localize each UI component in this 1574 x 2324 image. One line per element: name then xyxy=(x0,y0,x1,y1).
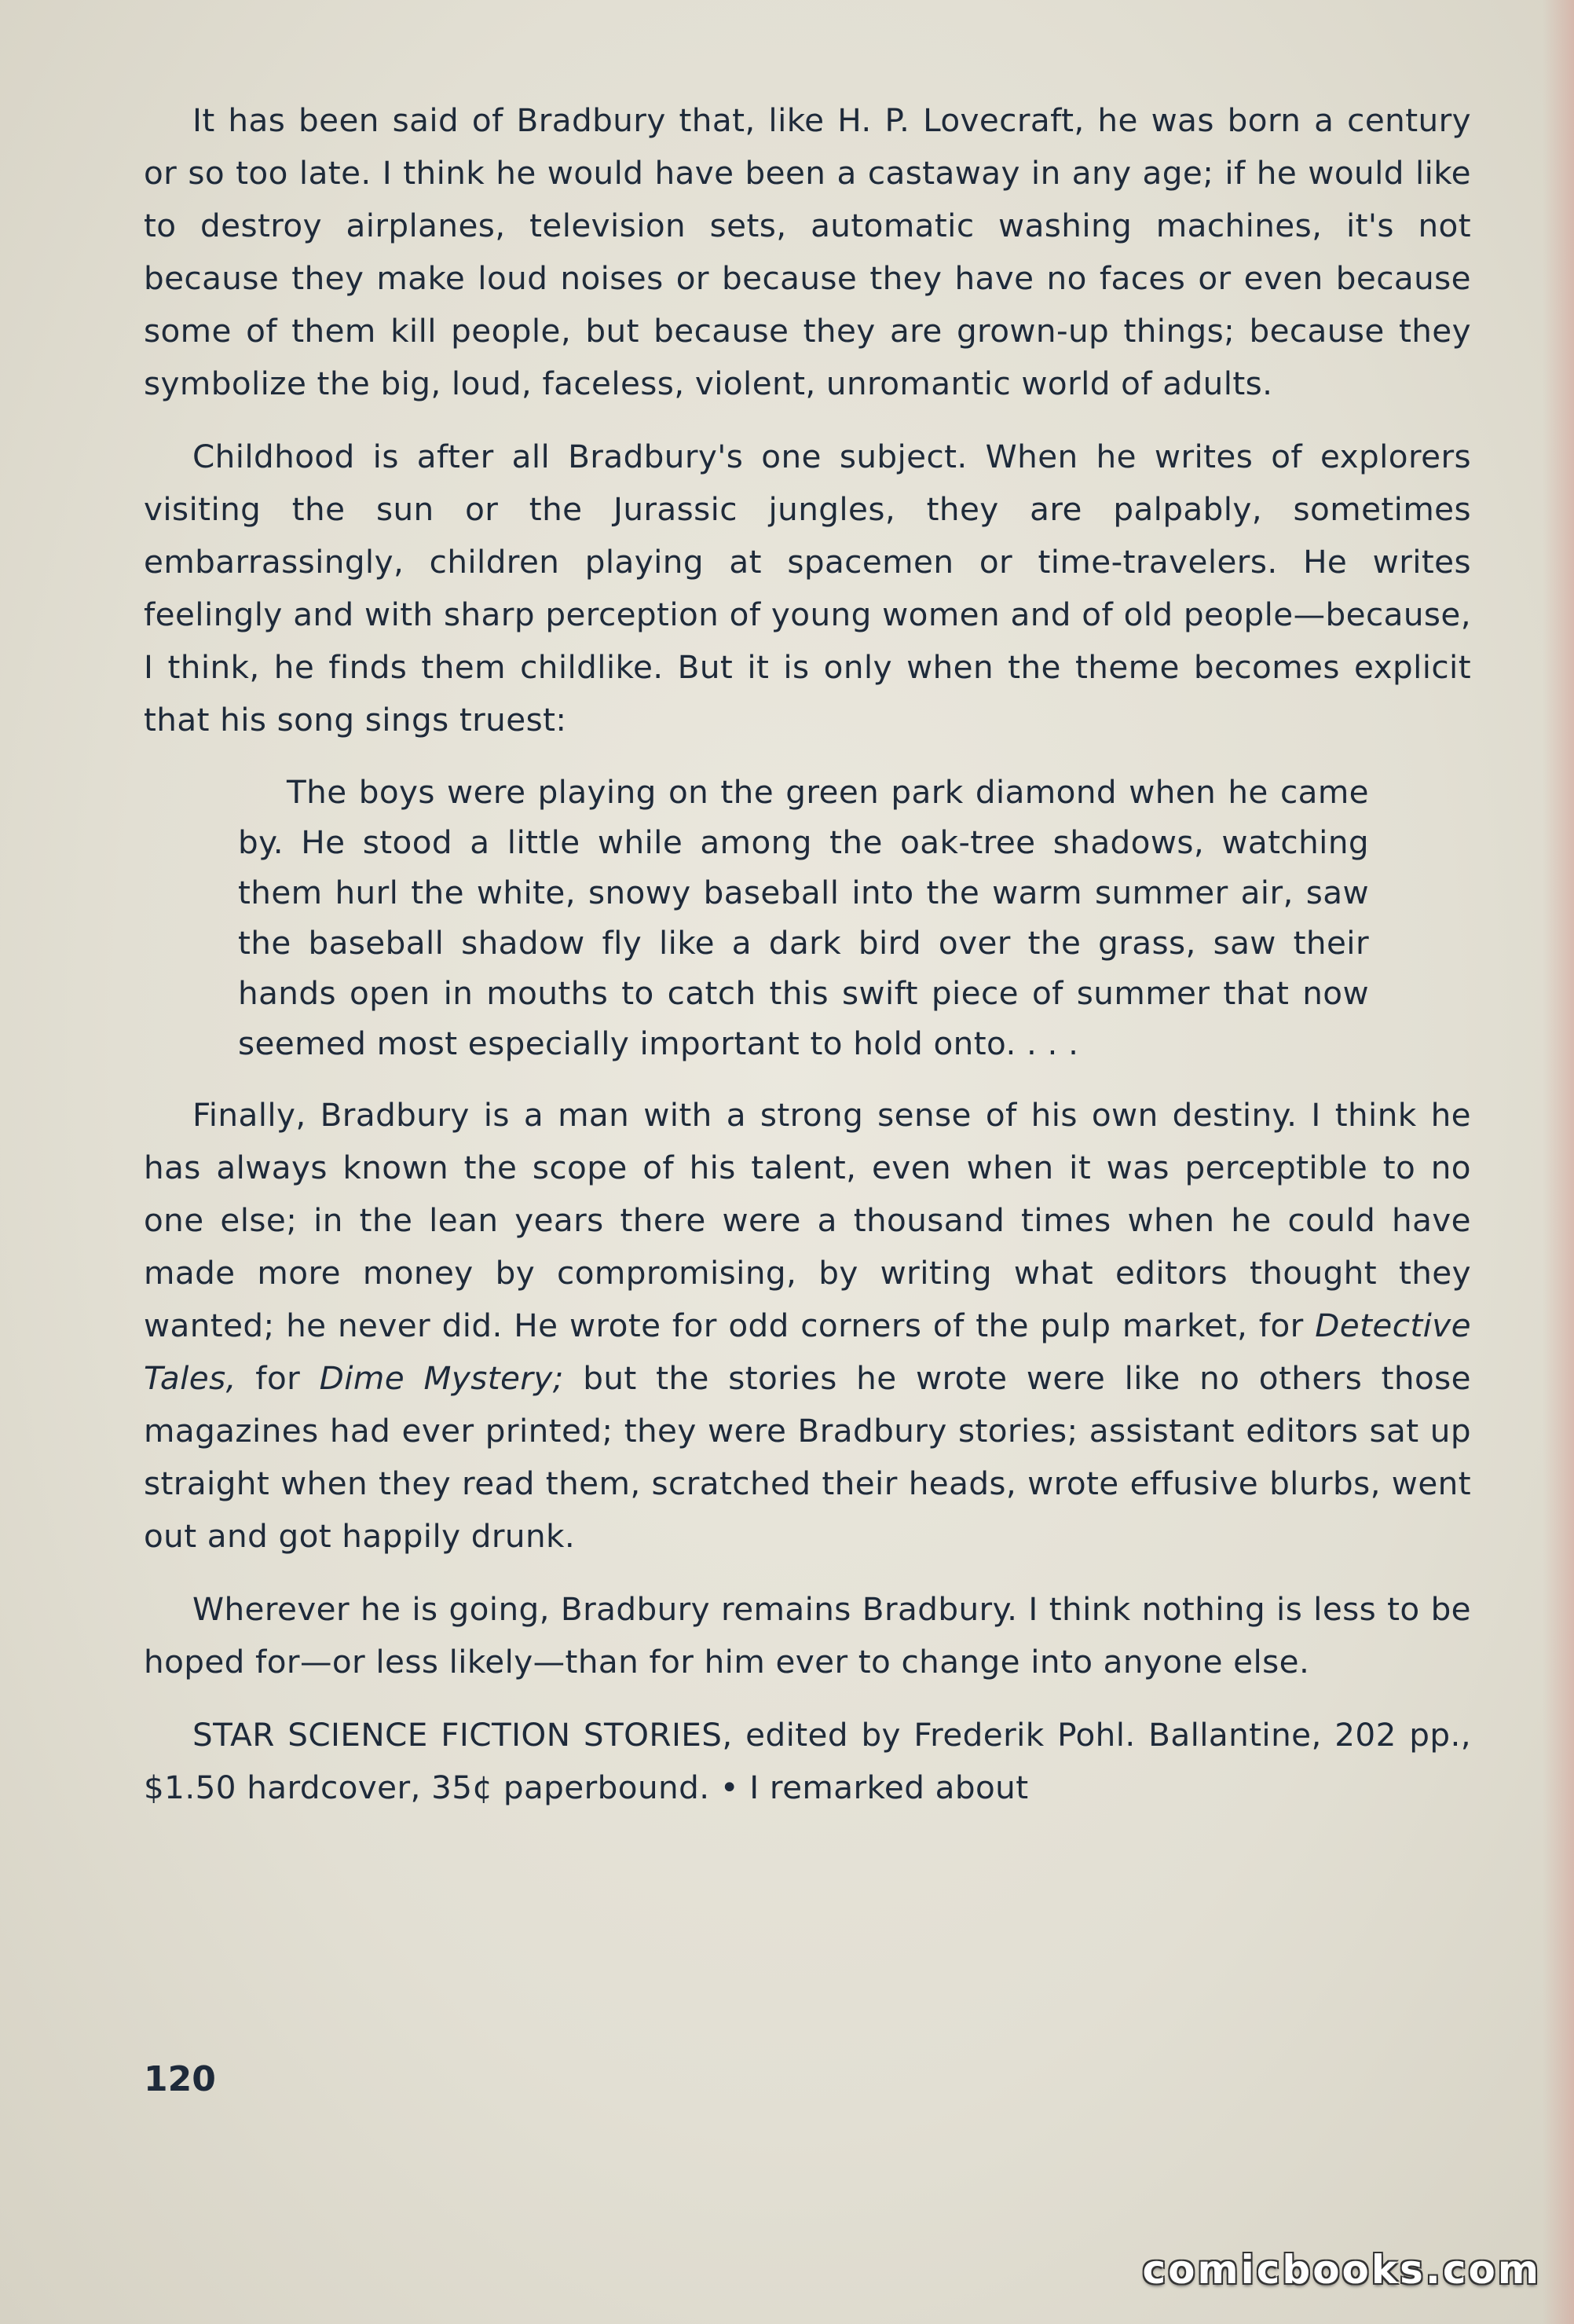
paragraph-sense-of-destiny xyxy=(144,1089,1471,1563)
page-number: 120 xyxy=(144,2059,216,2099)
text-run: but the stories he wrote were like no others those magazines had ever printed; they were Bradbury stories; assistant editors sat up straight when they read them, scratched their heads, wrote effusive blurbs, went out and got happily drunk. xyxy=(144,1359,1471,1555)
text-run: Finally, Bradbury is a man with a strong sense of his own destiny. I think he has always known the scope of his talent, even when it was perceptible to no one else; in the lean years there were a thousand times when he could have made more money by compromising, by writing what editors thought they wanted; he never did. He wrote for odd corners of the pulp market, for xyxy=(144,1096,1471,1344)
magazine-title-detective-tales: Detective Tales, xyxy=(144,1307,1471,1397)
paragraph-star-science-fiction: STAR SCIENCE FICTION STORIES, edited by Frederik Pohl. Ballantine, 202 pp., $1.50 hardcover, 35¢ paperbound. • I remarked about xyxy=(144,1716,1471,1806)
paragraph-childhood-subject: Childhood is after all Bradbury's one subject. When he writes of explorers visiting the sun or the Jurassic jungles, they are palpably, sometimes embarrassingly, children playing at spacemen or time-travelers. He writes feelingly and with sharp perception of young women and of old people—because, I think, he finds them childlike. But it is only when the theme becomes explicit that his song sings truest: xyxy=(144,438,1471,739)
magazine-title-dime-mystery: Dime Mystery; xyxy=(319,1359,564,1397)
text-run: for xyxy=(236,1359,320,1397)
paragraph-bradbury-castaway: It has been said of Bradbury that, like H. P. Lovecraft, he was born a century or so too late. I think he would have been a castaway in any age; if he would like to destroy airplanes, television sets, automatic washing machines, it's not because they make loud noises or because they have no faces or even because some of them kill people, but because they are grown-up things; because they symbolize the big, loud, faceless, violent, unromantic world of adults. xyxy=(144,101,1471,402)
paragraph-remains-bradbury: Wherever he is going, Bradbury remains Bradbury. I think nothing is less to be hoped for—or less likely—than for him ever to change into anyone else. xyxy=(144,1590,1471,1681)
block-quote-baseball: The boys were playing on the green park diamond when he came by. He stood a little while among the oak-tree shadows, watching them hurl the white, snowy baseball into the warm summer air, saw the baseball shadow fly like a dark bird over the grass, saw their hands open in mouths to catch this swift piece of summer that now seemed most especially important to hold onto. . . . xyxy=(238,773,1369,1062)
book-page xyxy=(144,94,1471,2231)
page-edge-shading xyxy=(1543,0,1574,2324)
watermark-logo: comicbooks.com xyxy=(1142,2247,1541,2293)
